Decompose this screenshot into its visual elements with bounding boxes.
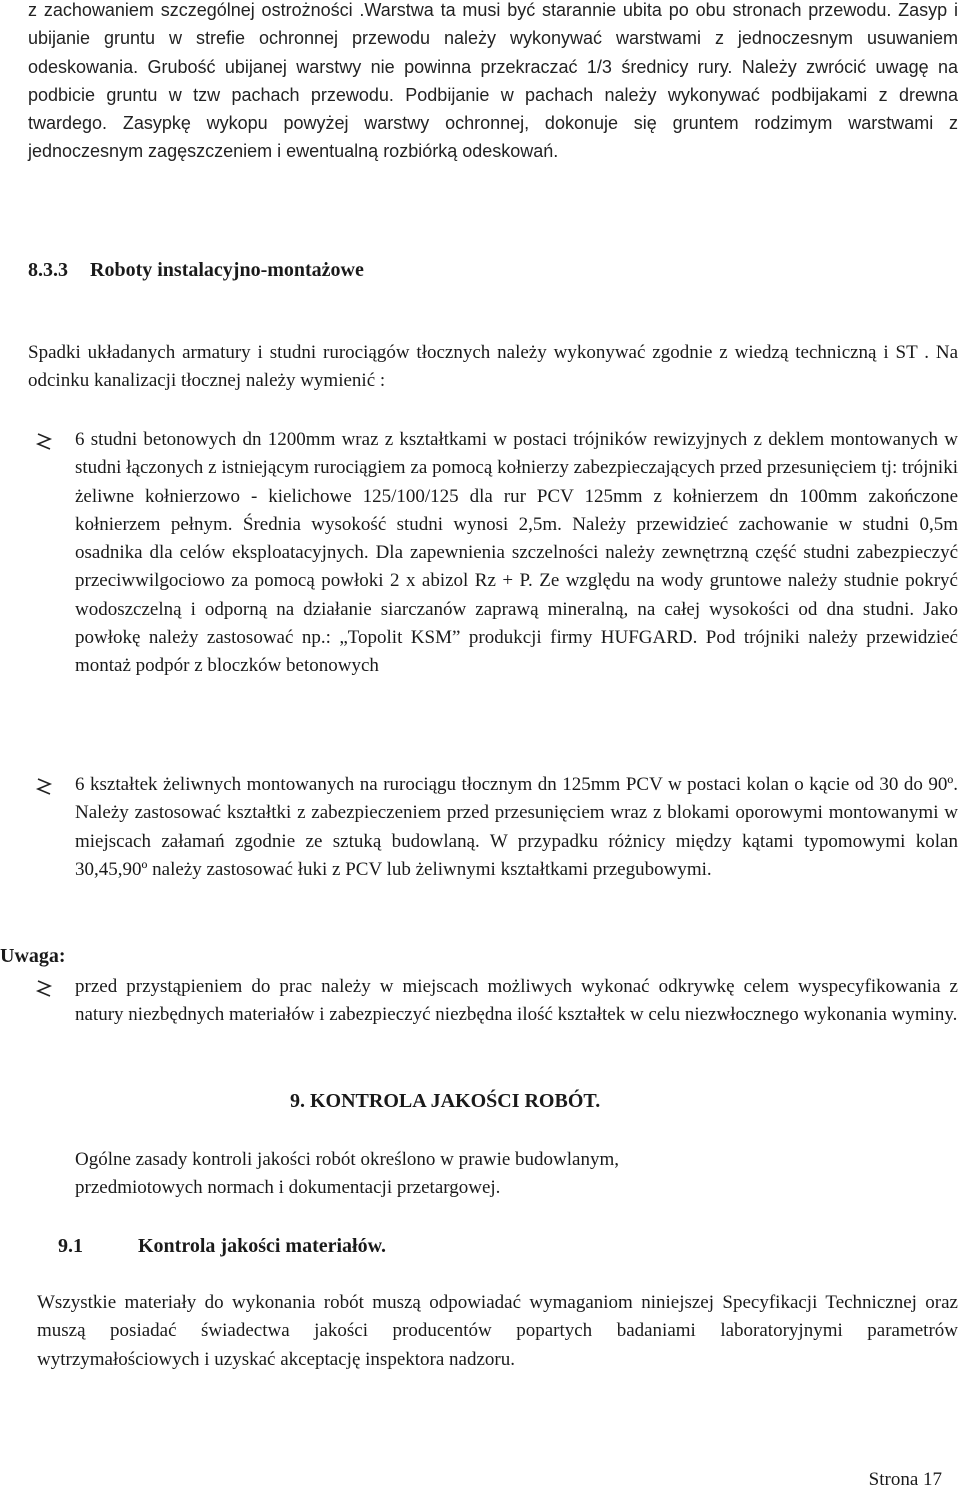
section-91-paragraph: Wszystkie materiały do wykonania robót muszą odpowiadać wymaganiom niniejszej Specyfikacji Technicznej oraz muszą posiadać świadectwa jakości producentów popartych badaniami laboratoryjnymi parametrów wytrzymałościowych i uzyskać akceptację inspektora nadzoru. xyxy=(37,1292,958,1370)
section-9-paragraph xyxy=(75,1146,935,1203)
page-number: Strona 17 xyxy=(868,1469,942,1490)
section-91-heading xyxy=(58,1235,386,1258)
list-item-text: 6 studni betonowych dn 1200mm wraz z kształtkami w postaci trójników rewizyjnych z deklem montowanych w studni łączonych z istniejącym rurociągiem za pomocą kołnierzy zabezpieczających przed przesunięciem tj: trójniki żeliwne kołnierzowo - kielichowe 125/100/125 dla rur PCV 125mm z kołnierzem dn 100mm zakończone kołnierzem pełnym. Średnia wysokość studni wynosi 2,5m. Należy przewidzieć zachowanie w studni 0,5m osadnika dla celów eksploatacyjnych. Dla zapewnienia szczelności należy zewnętrzną część studni zabezpieczyć przeciwwilgociowo za pomocą powłoki 2 x abizol Rz + P. Ze względu na wody gruntowe należy studnie pokryć wodoszczelną i odporną na działanie siarczanów zaprawą mineralną, na całej wysokości od dna studni. Jako powłokę należy zastosować np.: „Topolit KSM” produkcji firmy HUFGARD. Pod trójniki należy przewidzieć montaż podpór z bloczków betonowych xyxy=(75,429,958,677)
section-833-number: 8.3.3 xyxy=(28,259,68,281)
section-9-paragraph-line-2: przedmiotowych normach i dokumentacji przetargowej. xyxy=(75,1177,501,1199)
section-91-title: Kontrola jakości materiałów. xyxy=(138,1235,386,1257)
list-item-text: 6 kształtek żeliwnych montowanych na rurociągu tłocznym dn 125mm PCV w postaci kolan o kącie od 30 do 90º. Należy zastosować kształtki z zabezpieczeniem przed przesunięciem wraz z blokami oporowymi montowanymi w miejscach załamań zgodnie ze sztuką budowlaną. W przypadku różnicy między kątami typomowymi kolan 30,45,90º należy zastosować łuki z PCV lub żeliwnymi kształtkami przegubowymi. xyxy=(75,774,958,880)
section-833-heading xyxy=(28,259,364,282)
section-833-paragraph: Spadki układanych armatury i studni rurociągów tłocznych należy wykonywać zgodnie z wiedzą techniczną i ST . Na odcinku kanalizacji tłocznej należy wymienić : xyxy=(28,342,958,392)
uwaga-label: Uwaga: xyxy=(0,945,66,967)
wavy-dash-bullet-icon xyxy=(35,433,53,453)
wavy-dash-bullet-icon xyxy=(35,980,53,1000)
section-9-paragraph-line-1: Ogólne zasady kontroli jakości robót określono w prawie budowlanym, xyxy=(75,1149,620,1170)
wavy-dash-bullet-icon xyxy=(35,778,53,798)
section-9-heading: 9. KONTROLA JAKOŚCI ROBÓT. xyxy=(290,1090,601,1112)
section-91-number: 9.1 xyxy=(58,1235,83,1257)
section-833-title: Roboty instalacyjno-montażowe xyxy=(90,259,364,281)
intro-paragraph: z zachowaniem szczególnej ostrożności .Warstwa ta musi być starannie ubita po obu stronach przewodu. Zasyp i ubijanie gruntu w strefie ochronnej przewodu należy wykonywać warstwami z jednoczesnym usuwaniem odeskowania. Grubość ubijanej warstwy nie powinna przekraczać 1/3 średnicy rury. Należy zwrócić uwagę na podbicie gruntu w tzw pachach przewodu. Podbijanie w pachach należy wykonywać podbijakami z drewna twardego. Zasypkę wykopu powyżej warstwy ochronnej, dokonuje się gruntem rodzimym warstwami z jednoczesnym zagęszczeniem i ewentualną rozbiórką odeskowań. xyxy=(28,0,958,162)
list-item-text: przed przystąpieniem do prac należy w miejscach możliwych wykonać odkrywkę celem wyspecyfikowania z natury niezbędnych materiałów i zabezpieczyć niezbędna ilość kształtek w celu niezwłocznego wykonania wyminy. xyxy=(75,976,958,1026)
